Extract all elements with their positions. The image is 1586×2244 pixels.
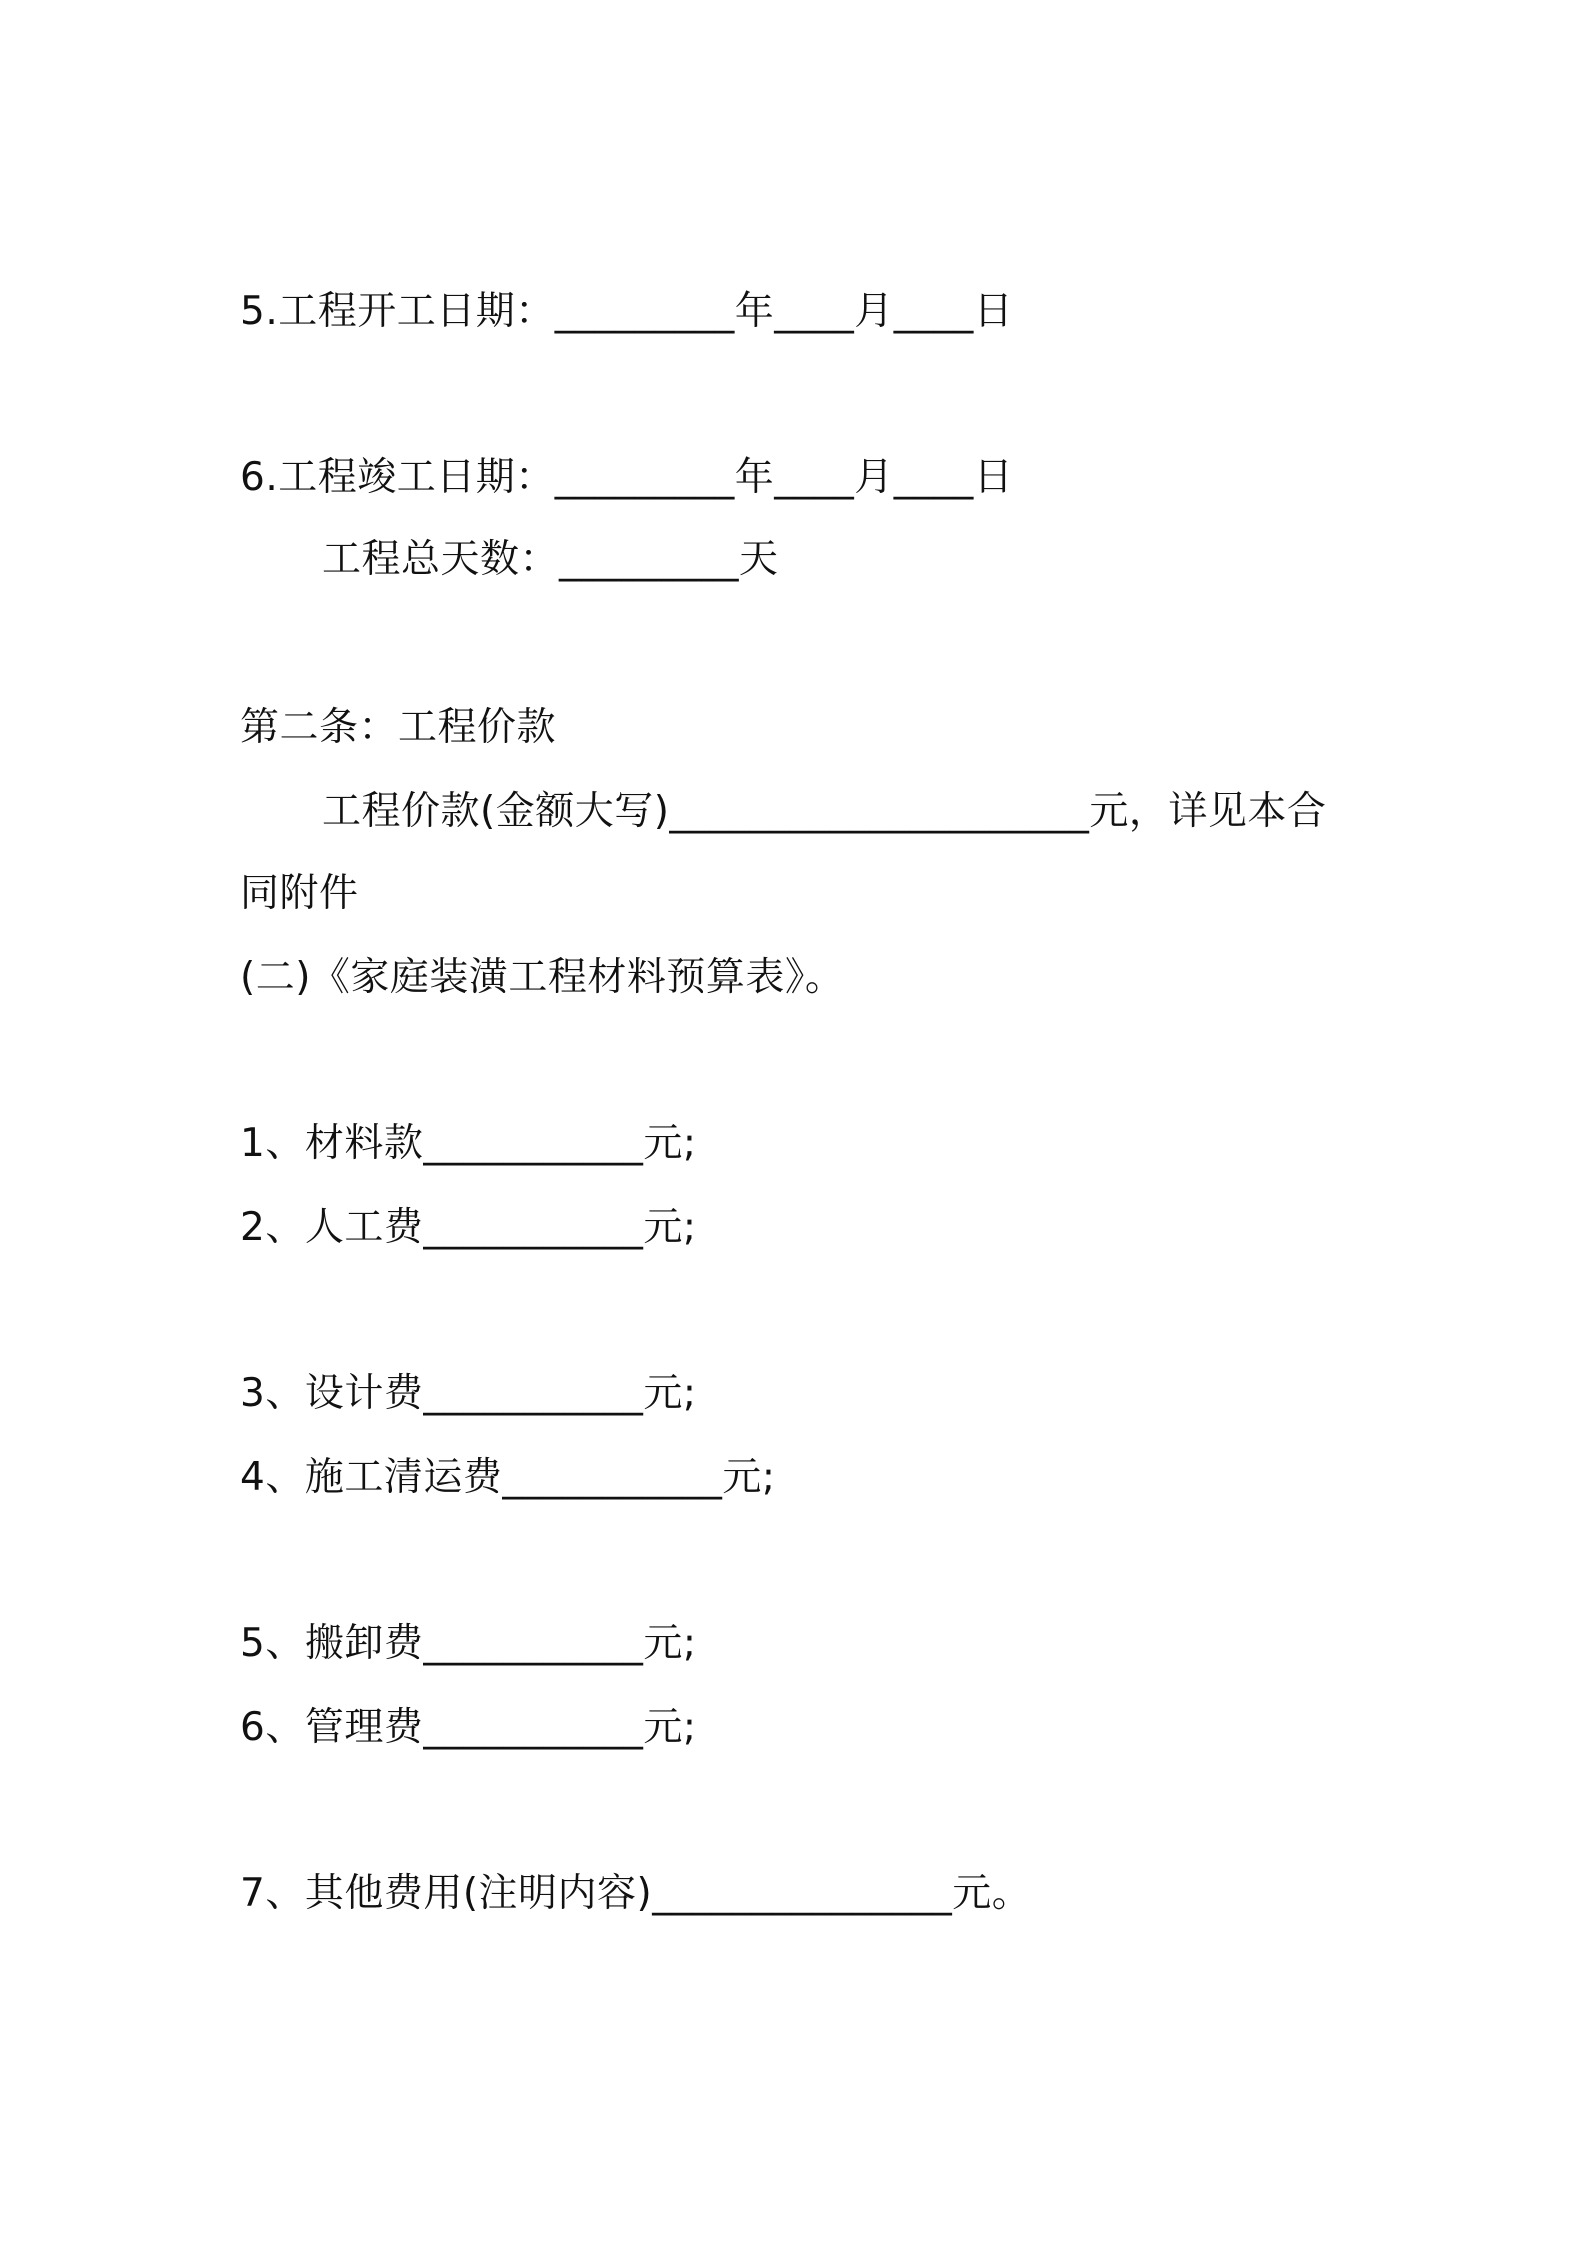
materials-fee-line: 1、材料款___________元; (240, 1121, 697, 1166)
budget-table-reference: (二)《家庭装潢工程材料预算表》。 (240, 955, 845, 1000)
total-days-line: 工程总天数：_________天 (322, 537, 779, 582)
cleanup-fee-line: 4、施工清运费___________元; (240, 1455, 776, 1500)
attachment-line: 同附件 (240, 871, 359, 916)
management-fee-line: 6、管理费___________元; (240, 1705, 697, 1750)
article-two-heading: 第二条：工程价款 (240, 705, 557, 750)
labor-fee-line: 2、人工费___________元; (240, 1205, 697, 1250)
completion-date-line: 6.工程竣工日期：_________年____月____日 (240, 455, 1014, 500)
other-fees-line: 7、其他费用(注明内容)_______________元。 (240, 1871, 1032, 1916)
design-fee-line: 3、设计费___________元; (240, 1371, 697, 1416)
contract-price-line: 工程价款(金额大写)_____________________元，详见本合 (322, 789, 1327, 834)
moving-fee-line: 5、搬卸费___________元; (240, 1621, 697, 1666)
start-date-line: 5.工程开工日期：_________年____月____日 (240, 289, 1014, 334)
